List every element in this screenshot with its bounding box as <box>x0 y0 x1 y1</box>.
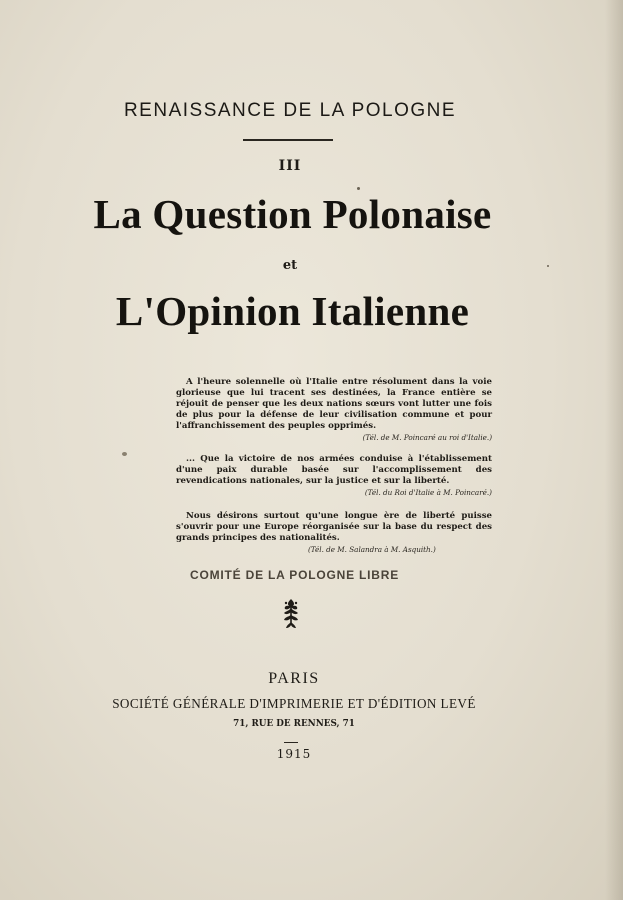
paper-speck <box>547 265 549 267</box>
imprint-printer: SOCIÉTÉ GÉNÉRALE D'IMPRIMERIE ET D'ÉDITION LEVÉ <box>112 696 476 711</box>
volume-number: III <box>278 158 302 174</box>
epigraph-1 <box>176 377 492 443</box>
imprint-rule <box>284 742 298 743</box>
series-title: RENAISSANCE DE LA POLOGNE <box>123 100 457 121</box>
epigraph-source: (Tél. du Roi d'Italie à M. Poincaré.) <box>364 488 492 497</box>
epigraph-text: ... Que la victoire de nos armées conduise à l'établissement d'une paix durable basée sur l'accomplissement des revendications nationales, sur la justice et sur la liberté. <box>176 454 492 486</box>
imprint-year: 1915 <box>276 747 312 761</box>
epigraph-text: Nous désirons surtout qu'une longue ère de liberté puisse s'ouvrir pour une Europe réorganisée sur la base du respect des grands principes des nationalités. <box>176 511 492 543</box>
floral-ornament-icon <box>280 598 302 630</box>
paper-speck <box>357 187 360 190</box>
epigraph-3 <box>176 511 492 555</box>
epigraph-source: (Tél. de M. Poincaré au roi d'Italie.) <box>362 433 492 442</box>
main-title-line-2: L'Opinion Italienne <box>115 288 470 334</box>
main-title-line-1: La Question Polonaise <box>93 191 492 237</box>
page-edge-shadow <box>605 0 623 900</box>
header-rule <box>243 139 333 141</box>
imprint-city: PARIS <box>268 670 320 687</box>
publisher-stamp: COMITÉ DE LA POLOGNE LIBRE <box>190 568 400 582</box>
paper-speck <box>122 452 127 456</box>
epigraph-source: (Tél. de M. Salandra à M. Asquith.) <box>308 545 436 554</box>
title-conjunction: et <box>282 258 298 273</box>
epigraph-text: A l'heure solennelle où l'Italie entre résolument dans la voie glorieuse que lui tracent ses destinées, la France entière se réjouit de penser que les deux nations sœurs vont lutter une fois de plus pour la défense de leur civilisation commune et pour l'affranchissement des peuples opprimés. <box>176 377 492 431</box>
epigraph-2 <box>176 454 492 498</box>
imprint-address: 71, RUE DE RENNES, 71 <box>233 719 355 729</box>
